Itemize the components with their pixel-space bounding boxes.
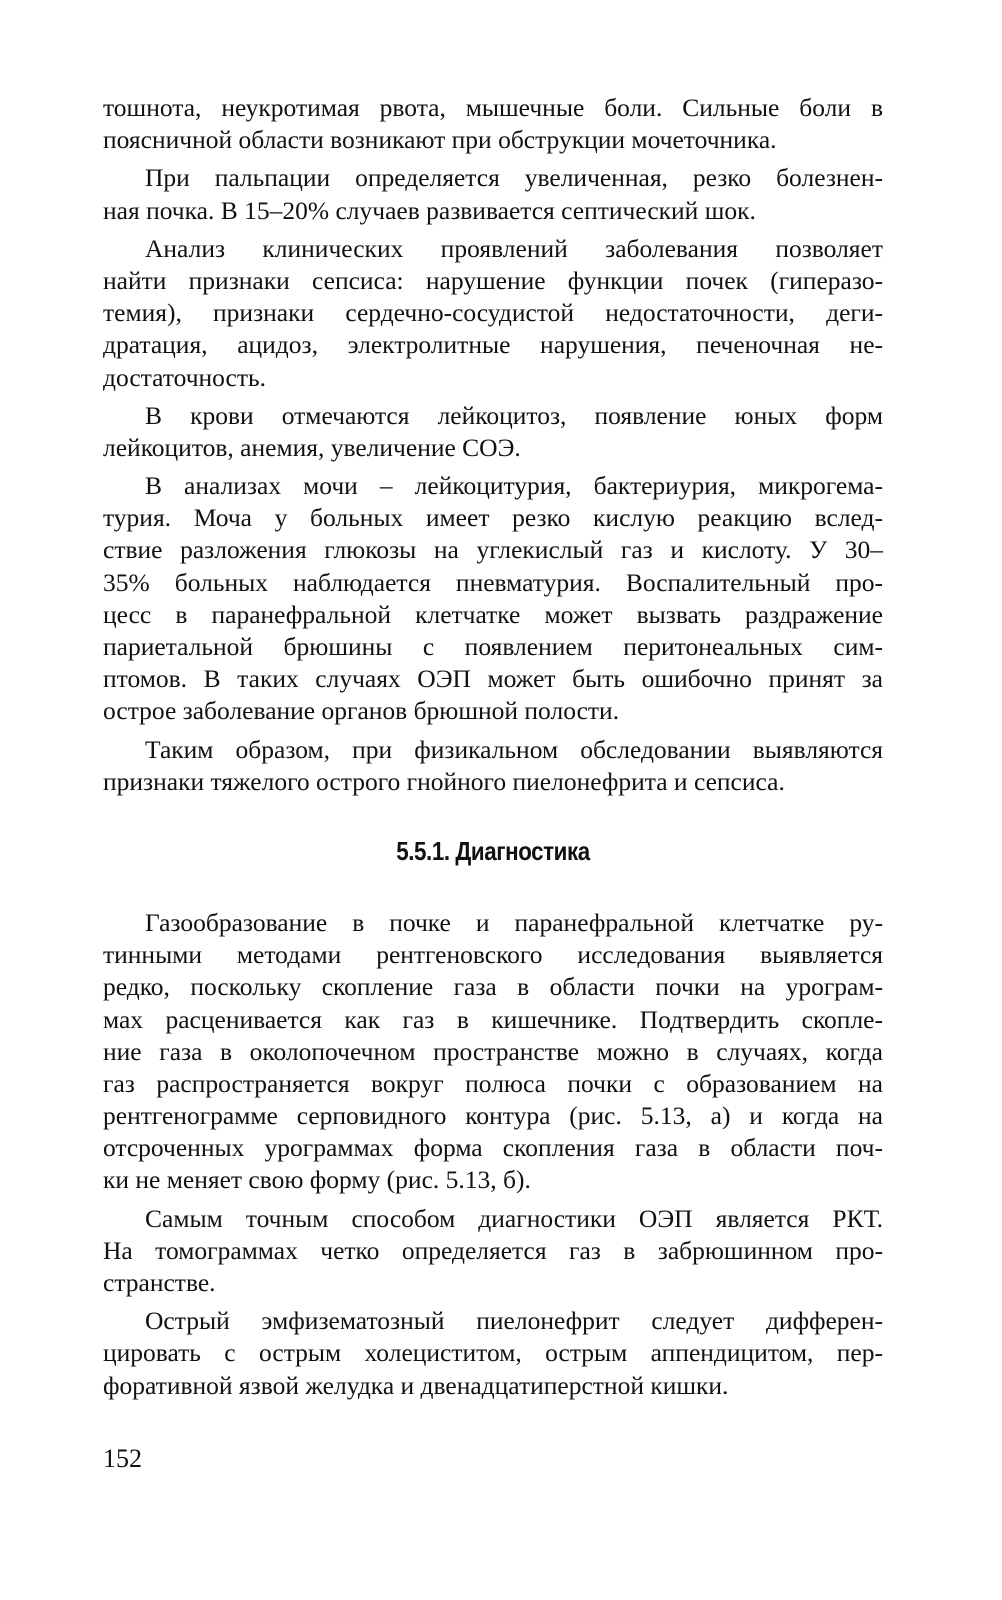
text-line: В крови отмечаются лейкоцитоз, появление юных форм (145, 400, 883, 430)
paragraph (103, 470, 883, 728)
paragraph (103, 1203, 883, 1300)
text-line: ная почка. В 15–20% случаев развивается септический шок. (103, 195, 756, 225)
text-line: ки не меняет свою форму (рис. 5.13, б). (103, 1165, 531, 1195)
text-line: газ распространяется вокруг полюса почки с образованием на (103, 1068, 883, 1098)
text-line: странстве. (103, 1268, 216, 1297)
text-line: париетальной брюшины с появлением перитонеальных сим- (103, 632, 883, 661)
text-line: темия), признаки сердечно-сосудистой недостаточности, деги- (103, 298, 883, 328)
text-line: Анализ клинических проявлений заболевания позволяет (145, 233, 883, 263)
paragraph (103, 907, 883, 1197)
paragraph (103, 734, 883, 798)
paragraph (103, 92, 883, 156)
text-line: острое заболевание органов брюшной полости. (103, 696, 620, 726)
section-heading: 5.5.1. Диагностика (396, 835, 590, 866)
text-block-before-heading (103, 92, 883, 798)
text-line: В анализах мочи – лейкоцитурия, бактериурия, микрогема- (145, 471, 883, 501)
text-line: поясничной области возникают при обструкции мочеточника. (103, 125, 777, 155)
text-line: редко, поскольку скопление газа в области почки на урограм- (103, 972, 883, 1002)
paragraph (103, 400, 883, 464)
text-line: рентгенограмме серповидного контура (рис. 5.13, а) и когда на (103, 1101, 883, 1131)
text-line: найти признаки сепсиса: нарушение функции почек (гиперазо- (103, 265, 883, 295)
paragraph (103, 233, 883, 394)
text-line: При пальпации определяется увеличенная, резко болезнен- (145, 163, 883, 193)
text-line: мах расценивается как газ в кишечнике. Подтвердить скопле- (103, 1004, 883, 1034)
text-line: птомов. В таких случаях ОЭП может быть ошибочно принят за (103, 664, 883, 694)
page-body (103, 92, 883, 1408)
text-line: На томограммах четко определяется газ в забрюшинном про- (103, 1235, 883, 1265)
text-line: признаки тяжелого острого гнойного пиелонефрита и сепсиса. (103, 766, 785, 796)
text-line: форативной язвой желудка и двенадцатиперстной кишки. (103, 1370, 729, 1400)
text-line: ние газа в околопочечном пространстве можно в случаях, когда (103, 1036, 883, 1066)
text-block-after-heading (103, 907, 883, 1402)
text-line: Самым точным способом диагностики ОЭП является РКТ. (145, 1203, 883, 1233)
text-line: ствие разложения глюкозы на углекислый газ и кислоту. У 30– (103, 535, 883, 565)
text-line: лейкоцитов, анемия, увеличение СОЭ. (103, 432, 521, 462)
text-line: отсроченных урограммах форма скопления газа в области поч- (103, 1133, 883, 1163)
text-line: тинными методами рентгеновского исследования выявляется (103, 940, 883, 970)
paragraph (103, 1305, 883, 1402)
page-number: 152 (103, 1444, 142, 1473)
text-line: Острый эмфизематозный пиелонефрит следует дифферен- (145, 1306, 883, 1336)
text-line: тошнота, неукротимая рвота, мышечные боли. Сильные боли в (103, 93, 883, 122)
text-line: Газообразование в почке и паранефральной клетчатке ру- (145, 907, 883, 937)
text-line: Таким образом, при физикальном обследовании выявляются (145, 734, 883, 764)
text-line: цесс в паранефральной клетчатке может вызвать раздражение (103, 599, 883, 629)
text-line: 35% больных наблюдается пневматурия. Воспалительный про- (103, 567, 883, 597)
text-line: цировать с острым холециститом, острым аппендицитом, пер- (103, 1338, 883, 1368)
text-line: турия. Моча у больных имеет резко кислую реакцию вслед- (103, 503, 883, 533)
text-line: достаточность. (103, 362, 267, 392)
paragraph (103, 162, 883, 226)
text-line: дратация, ацидоз, электролитные нарушения, печеночная не- (103, 330, 883, 360)
